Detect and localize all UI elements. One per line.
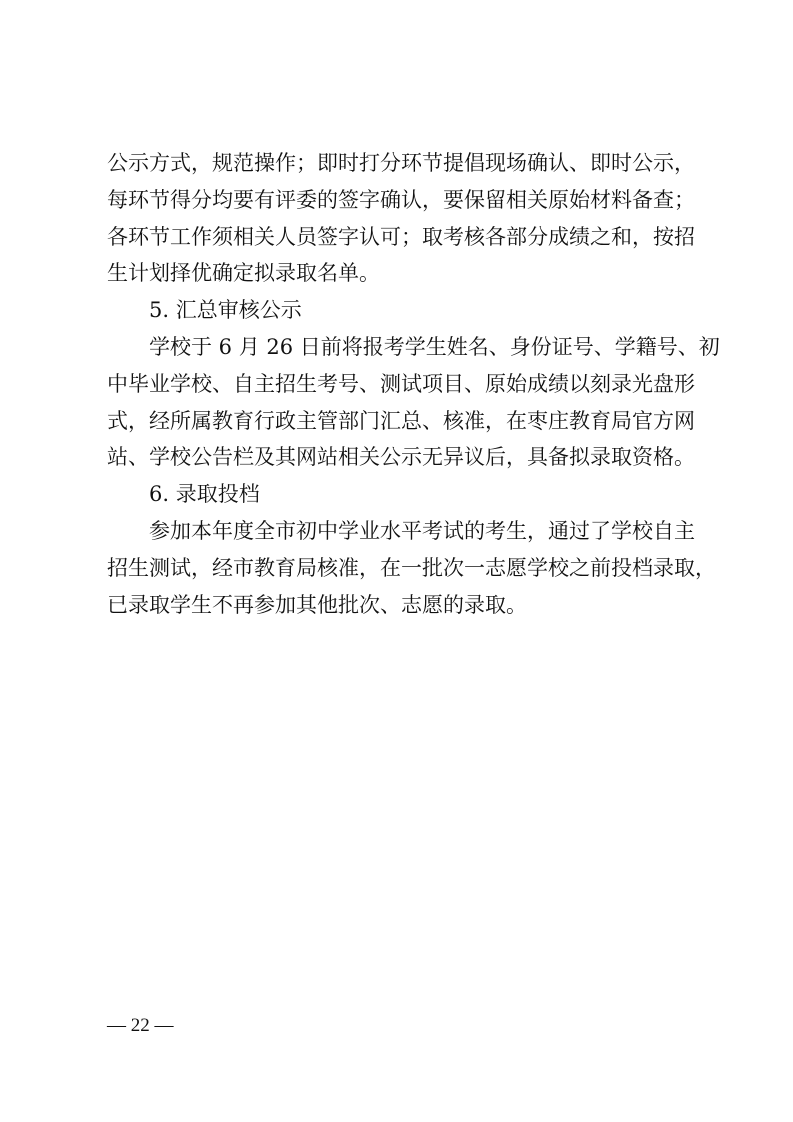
text-line: 每环节得分均要有评委的签字确认，要保留相关原始材料备查； [107, 187, 695, 212]
text-line: 式，经所属教育行政主管部门汇总、核准，在枣庄教育局官方网 [107, 408, 695, 433]
text-line: 中毕业学校、自主招生考号、测试项目、原始成绩以刻录光盘形 [107, 371, 695, 396]
text-line: 学校于 6 月 26 日前将报考学生姓名、身份证号、学籍号、初 [149, 334, 720, 359]
page-number: — 22 — [107, 1015, 174, 1036]
text-line: 站、学校公告栏及其网站相关公示无异议后，具备拟录取资格。 [107, 445, 695, 470]
section-heading-admission: 6. 录取投档 [149, 482, 260, 507]
text-line: 已录取学生不再参加其他批次、志愿的录取。 [107, 592, 527, 617]
document-body [107, 145, 720, 623]
section-heading-summary-review: 5. 汇总审核公示 [149, 298, 302, 323]
text-line: 各环节工作须相关人员签字认可；取考核各部分成绩之和，按招 [107, 224, 695, 249]
paragraph-summary-review [107, 329, 720, 476]
paragraph-admission [107, 513, 716, 623]
text-line: 公示方式，规范操作；即时打分环节提倡现场确认、即时公示， [107, 151, 695, 175]
paragraph-continuation [107, 145, 695, 292]
text-line: 生计划择优确定拟录取名单。 [107, 261, 380, 286]
text-line: 招生测试，经市教育局核准，在一批次一志愿学校之前投档录取， [107, 555, 716, 580]
text-line: 参加本年度全市初中学业水平考试的考生，通过了学校自主 [149, 518, 695, 543]
